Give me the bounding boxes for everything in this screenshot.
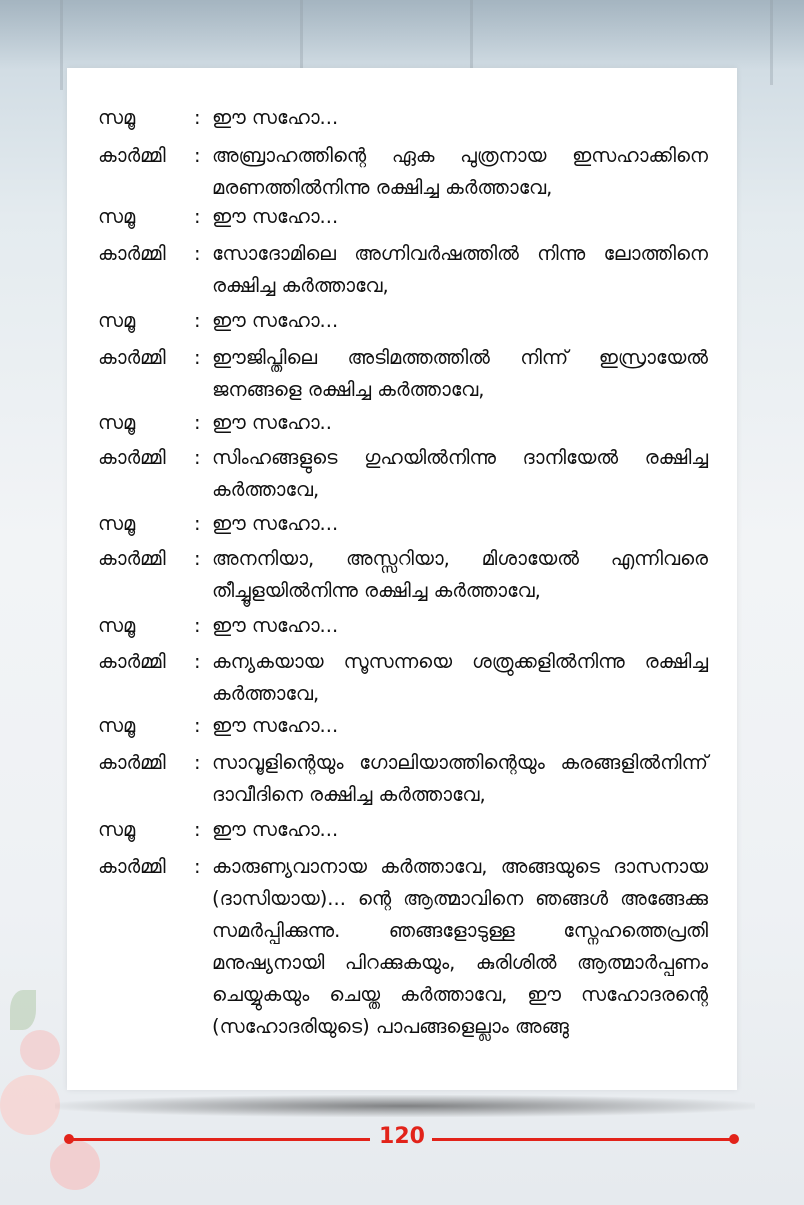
separator: : [194,650,201,673]
dialogue-line [98,342,708,406]
line-text: ഈ സഹോ... [212,714,339,737]
dialogue-line [98,646,708,710]
flower-decoration [0,1075,60,1135]
background-tree [60,0,63,90]
line-text: ഈ സഹോ... [212,309,339,332]
line-text: ഈ സഹോ... [212,512,339,535]
separator: : [194,512,201,535]
separator: : [194,818,201,841]
separator: : [194,346,201,369]
speaker-label: കാർമ്മി [98,144,166,167]
background-tree [470,0,473,75]
speaker-label: സമൂ [98,205,136,228]
dialogue-line [98,543,708,607]
separator: : [194,205,201,228]
speaker-label: കാർമ്മി [98,650,166,673]
dialogue-line [98,442,708,506]
leaf-decoration [10,990,36,1030]
dialogue-line [98,814,708,846]
line-text: ഈ സഹോ... [212,106,339,129]
speaker-label: സമൂ [98,411,136,434]
speaker-label: സമൂ [98,818,136,841]
background-tree [770,0,773,85]
dialogue-line [98,747,708,811]
line-text: ഈ സഹോ... [212,614,339,637]
separator: : [194,106,201,129]
footer-rule-right [432,1138,732,1141]
separator: : [194,144,201,167]
separator: : [194,309,201,332]
separator: : [194,242,201,265]
line-text: അബ്രാഹത്തിന്റെ ഏക പുത്രനായ ഇസഹാക്കിനെ മരണത്തിൽനിന്നു രക്ഷിച്ച കർത്താവേ, [212,144,708,199]
speaker-label: കാർമ്മി [98,446,166,469]
dialogue-line [98,407,708,439]
flower-decoration [50,1140,100,1190]
separator: : [194,855,201,878]
speaker-label: കാർമ്മി [98,547,166,570]
line-text: ഈ സഹോ... [212,205,339,228]
footer-rule-left [70,1138,370,1141]
dialogue-line [98,201,708,233]
background-top-shade [0,0,804,70]
dialogue-line [98,140,708,204]
page-shadow [55,1095,755,1117]
dialogue-line [98,610,708,642]
flower-decoration [20,1030,60,1070]
line-text: സോദോമിലെ അഗ്നിവർഷത്തിൽ നിന്നു ലോത്തിനെ രക്ഷിച്ച കർത്താവേ, [212,242,708,297]
footer-dot-right [729,1134,739,1144]
separator: : [194,714,201,737]
line-text: സിംഹങ്ങളുടെ ഗുഹയിൽനിന്നു ദാനിയേൽ രക്ഷിച്ച കർത്താവേ, [212,446,708,501]
speaker-label: കാർമ്മി [98,855,166,878]
separator: : [194,411,201,434]
separator: : [194,614,201,637]
line-text: അനനിയാ, അസ്സറിയാ, മിശായേൽ എന്നിവരെ തീച്ചൂളയിൽനിന്നു രക്ഷിച്ച കർത്താവേ, [212,547,708,602]
dialogue-line [98,238,708,302]
dialogue-line [98,851,708,1043]
speaker-label: കാർമ്മി [98,346,166,369]
speaker-label: സമൂ [98,106,136,129]
speaker-label: കാർമ്മി [98,751,166,774]
dialogue-line [98,710,708,742]
dialogue-line [98,102,708,134]
speaker-label: സമൂ [98,714,136,737]
separator: : [194,547,201,570]
dialogue-line [98,508,708,540]
line-text: ഈ സഹോ.. [212,411,332,434]
line-text: കാരുണ്യവാനായ കർത്താവേ, അങ്ങയുടെ ദാസനായ (ദാസിയായ)... ന്റെ ആത്മാവിനെ ഞങ്ങൾ അങ്ങേക്കു സമർപ്പിക്കുന്നു. ഞങ്ങളോടുള്ള സ്നേഹത്തെപ്രതി മനുഷ്യനായി പിറക്കുകയും, കുരിശിൽ ആത്മാർപ്പണം ചെയ്യുകയും ചെയ്ത കർത്താവേ, ഈ സഹോദരന്റെ (സഹോദരിയുടെ) പാപങ്ങളെല്ലാം അങ്ങു [212,855,708,1038]
speaker-label: സമൂ [98,614,136,637]
background-tree [300,0,303,70]
dialogue-line [98,305,708,337]
separator: : [194,751,201,774]
page-number: 120 [379,1124,425,1149]
speaker-label: കാർമ്മി [98,242,166,265]
separator: : [194,446,201,469]
line-text: ഈ സഹോ... [212,818,339,841]
line-text: സാവൂളിന്റെയും ഗോലിയാത്തിന്റെയും കരങ്ങളിൽനിന്ന് ദാവീദിനെ രക്ഷിച്ച കർത്താവേ, [212,751,708,806]
line-text: ഈജിപ്തിലെ അടിമത്തത്തിൽ നിന്ന് ഇസ്രായേൽ ജനങ്ങളെ രക്ഷിച്ച കർത്താവേ, [212,346,708,401]
speaker-label: സമൂ [98,512,136,535]
line-text: കന്യകയായ സൂസന്നയെ ശത്രുക്കളിൽനിന്നു രക്ഷിച്ച കർത്താവേ, [212,650,708,705]
speaker-label: സമൂ [98,309,136,332]
